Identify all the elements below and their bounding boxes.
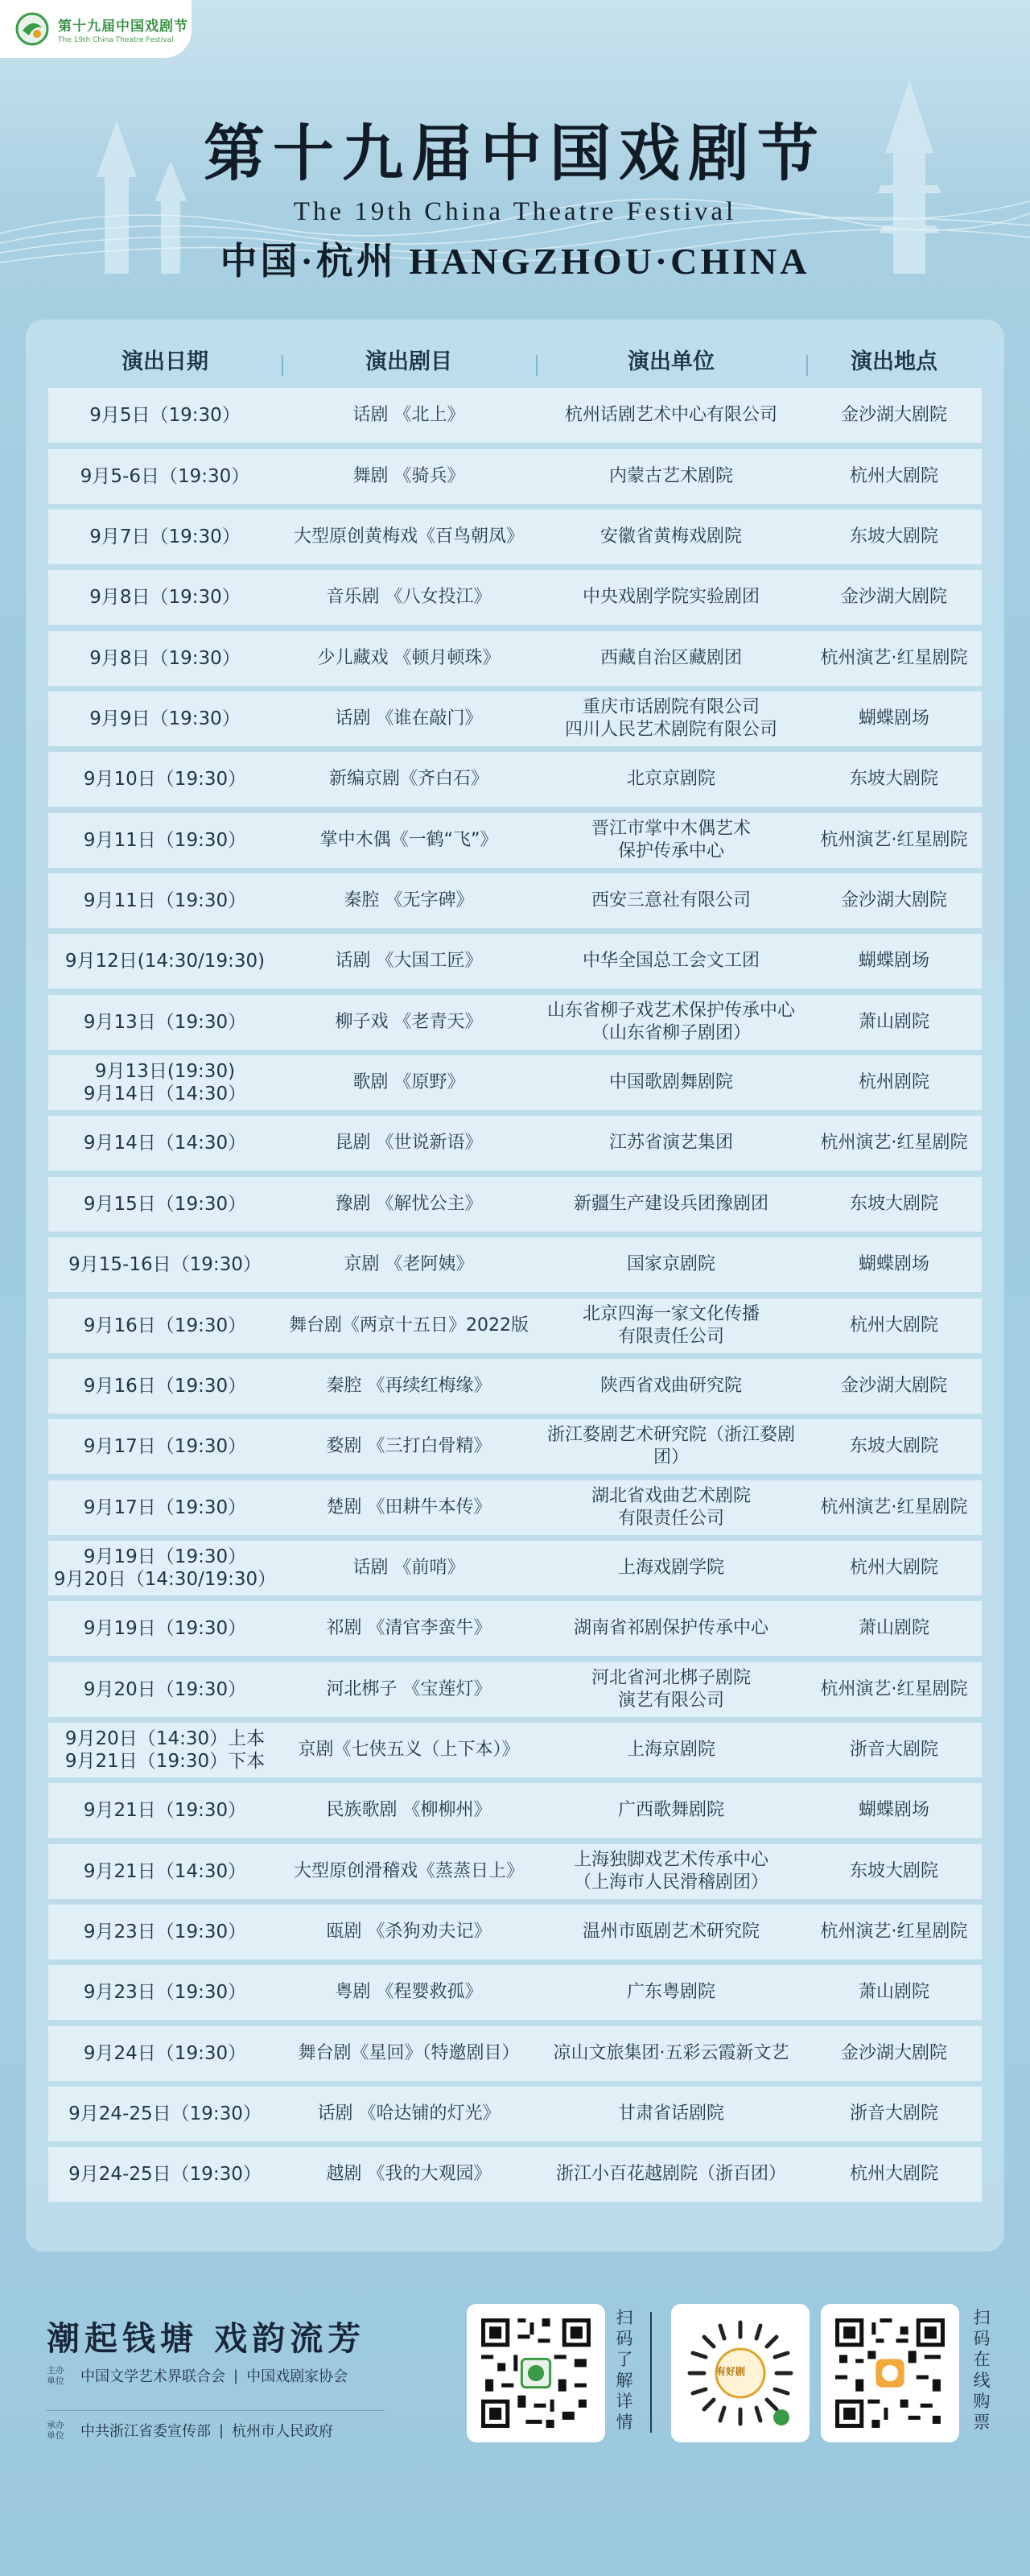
table-row [48,934,982,989]
venue-cell: 杭州大剧院 [849,465,938,486]
company-cell: 陕西省戏曲研究院 [599,1375,742,1396]
venue-cell: 东坡大剧院 [849,526,938,547]
festival-slogan: 潮起钱塘 戏韵流芳 [47,2319,366,2358]
show-cell: 秦腔 《再续红梅缘》 [326,1375,492,1396]
show-cell: 少儿藏戏 《顿月顿珠》 [317,647,501,668]
company-cell: 温州市瓯剧艺术研究院 [582,1921,760,1942]
company-cell: 山东省柳子戏艺术保护传承中心 （山东省柳子剧团） [546,1000,795,1043]
date-cell: 9月16日（19:30） [83,1315,247,1336]
show-cell: 昆剧 《世说新语》 [335,1133,483,1154]
venue-cell: 杭州大剧院 [849,2164,938,2185]
org-separator: | [219,2421,225,2439]
qr-code-details[interactable] [467,2304,605,2442]
table-row [48,570,982,625]
company-cell: 凉山文旅集团·五彩云霞新文艺 [553,2042,789,2063]
executing-organizer-1: 中共浙江省委宣传部 [80,2423,211,2440]
app-badge-label: 有好剧 [716,2366,746,2377]
company-cell: 浙江小百花越剧院（浙百团） [555,2164,786,2185]
venue-cell: 蝴蝶剧场 [858,951,929,972]
date-cell: 9月19日（19:30） 9月20日（14:30/19:30） [53,1546,277,1590]
table-row [48,1905,982,1959]
show-cell: 大型原创滑稽戏《蒸蒸日上》 [293,1860,524,1881]
show-cell: 婺剧 《三打白骨精》 [326,1436,492,1457]
date-cell: 9月7日（19:30） [89,526,241,548]
venue-cell: 浙音大剧院 [849,2103,938,2124]
date-cell: 9月5日（19:30） [89,405,241,427]
schedule-table-header [48,336,982,382]
venue-cell: 金沙湖大剧院 [840,1375,947,1396]
date-cell: 9月15-16日（19:30） [68,1254,262,1276]
table-row [48,1723,982,1777]
venue-cell: 浙音大剧院 [849,1739,938,1760]
show-cell: 话剧 《前哨》 [352,1557,465,1578]
table-row [48,2026,982,2081]
company-cell: 江苏省演艺集团 [608,1133,733,1154]
table-row [48,1844,982,1899]
qr-code-tickets[interactable] [821,2304,959,2442]
venue-cell: 蝴蝶剧场 [858,708,929,729]
table-row [48,691,982,746]
company-cell: 上海独脚戏艺术传承中心 （上海市人民滑稽剧团） [573,1849,768,1893]
table-row [48,1237,982,1292]
company-cell: 杭州话剧艺术中心有限公司 [564,405,777,426]
venue-cell: 金沙湖大剧院 [840,405,947,426]
venue-cell: 东坡大剧院 [849,1193,938,1214]
table-row [48,388,982,443]
festival-location: 中国·杭州 HANGZHOU·CHINA [220,241,810,282]
venue-cell: 杭州演艺·红星剧院 [820,829,968,850]
schedule-table [26,320,1004,2252]
column-header-venue: 演出地点 [806,344,982,375]
show-cell: 瓯剧 《杀狗劝夫记》 [326,1921,492,1942]
show-cell: 音乐剧 《八女投江》 [326,587,492,608]
logo-title-cn: 第十九届中国戏剧节 [58,18,188,35]
company-cell: 西安三意社有限公司 [591,890,751,911]
company-cell: 北京京剧院 [626,769,715,790]
venue-cell: 杭州剧院 [858,1072,929,1093]
company-cell: 甘肃省话剧院 [617,2103,724,2124]
show-cell: 豫剧 《解忧公主》 [335,1193,483,1214]
table-row [48,1116,982,1170]
date-cell: 9月17日（19:30） [83,1436,247,1458]
date-cell: 9月20日（19:30） [83,1678,247,1700]
company-cell: 广西歌舞剧院 [617,1800,724,1821]
company-cell: 上海京剧院 [626,1739,715,1760]
venue-cell: 杭州演艺·红星剧院 [820,1133,968,1154]
date-cell: 9月24-25日（19:30） [68,2103,262,2124]
qr-details-caption: 扫 码 了 解 详 情 [616,2308,633,2432]
date-cell: 9月21日（19:30） [83,1800,247,1822]
show-cell: 舞剧 《骑兵》 [352,465,465,486]
column-header-company: 演出单位 [536,344,806,375]
venue-cell: 杭州大剧院 [849,1557,938,1578]
date-cell: 9月24日（19:30） [83,2042,247,2064]
company-cell: 中华全国总工会文工团 [582,951,760,972]
venue-cell: 东坡大剧院 [849,769,938,790]
schedule-rows [48,388,982,2202]
qr-code-icon [477,2314,595,2432]
date-cell: 9月14日（14:30） [83,1133,247,1154]
show-cell: 京剧《七侠五义（上下本）》 [298,1739,520,1760]
executing-organizer-2: 杭州市人民政府 [232,2423,334,2440]
company-cell: 新疆生产建设兵团豫剧团 [573,1193,768,1214]
company-cell: 浙江婺剧艺术研究院（浙江婺剧团） [546,1425,795,1468]
company-cell: 上海戏剧学院 [617,1557,724,1578]
mini-program-code[interactable] [671,2304,810,2442]
host-tag: 主办 单位 [47,2365,64,2386]
table-row [48,1298,982,1353]
table-row [48,449,982,504]
host-organizers [47,2365,348,2386]
company-cell: 国家京剧院 [626,1254,715,1275]
table-row [48,1177,982,1232]
host-organizer-1: 中国文学艺术界联合会 [80,2368,225,2385]
show-cell: 粤剧 《程婴救孤》 [335,1982,483,2003]
date-cell: 9月20日（14:30）上本 9月21日（19:30）下本 [64,1728,266,1772]
date-cell: 9月11日（19:30） [83,829,247,851]
venue-cell: 杭州演艺·红星剧院 [820,1496,968,1517]
venue-cell: 萧山剧院 [858,1618,929,1639]
table-row [48,510,982,564]
date-cell: 9月15日（19:30） [83,1193,247,1215]
venue-cell: 金沙湖大剧院 [840,890,947,911]
table-row [48,813,982,868]
organizer-tag: 承办 单位 [47,2420,64,2441]
executing-organizers [47,2420,333,2441]
show-cell: 大型原创黄梅戏《百鸟朝凤》 [293,526,524,547]
company-cell: 广东粤剧院 [626,1982,715,2003]
table-row [48,1359,982,1414]
company-cell: 安徽省黄梅戏剧院 [599,526,742,547]
show-cell: 话剧 《哈达铺的灯光》 [317,2103,501,2124]
org-separator: | [233,2367,239,2384]
date-cell: 9月12日(14:30/19:30) [64,951,266,972]
date-cell: 9月10日（19:30） [83,769,247,791]
date-cell: 9月5-6日（19:30） [80,465,250,487]
show-cell: 京剧 《老阿姨》 [344,1254,474,1275]
table-row [48,752,982,807]
table-row [48,2087,982,2141]
show-cell: 话剧 《北上》 [352,405,465,426]
show-cell: 话剧 《谁在敲门》 [335,708,483,729]
company-cell: 晋江市掌中木偶艺术 保护传承中心 [591,818,751,861]
show-cell: 舞台剧《两京十五日》2022版 [289,1315,529,1335]
show-cell: 楚剧 《田耕牛本传》 [326,1496,492,1517]
company-cell: 北京四海一家文化传播 有限责任公司 [582,1303,760,1347]
company-cell: 湖北省戏曲艺术剧院 有限责任公司 [591,1485,751,1529]
table-row [48,1601,982,1656]
table-row [48,1965,982,2020]
table-row [48,1055,982,1110]
date-cell: 9月11日（19:30） [83,890,247,912]
table-row [48,1541,982,1596]
date-cell: 9月13日(19:30) 9月14日（14:30） [83,1061,247,1105]
table-row [48,1662,982,1717]
date-cell: 9月16日（19:30） [83,1375,247,1397]
organizer-divider [47,2410,385,2411]
table-row [48,2147,982,2202]
table-row [48,1783,982,1838]
show-cell: 秦腔 《无字碑》 [344,890,474,911]
company-cell: 中央戏剧学院实验剧团 [582,587,760,608]
company-cell: 内蒙古艺术剧院 [608,465,733,486]
festival-header [0,105,1030,285]
date-cell: 9月23日（19:30） [83,1921,247,1942]
table-row [48,1480,982,1535]
show-cell: 新编京剧《齐白石》 [328,769,488,790]
company-cell: 重庆市话剧院有限公司 四川人民艺术剧院有限公司 [564,697,777,741]
venue-cell: 萧山剧院 [858,1011,929,1032]
show-cell: 河北梆子 《宝莲灯》 [326,1678,492,1699]
table-row [48,873,982,928]
festival-title-cn: 第十九届中国戏剧节 [204,118,826,189]
column-header-show: 演出剧目 [282,344,536,375]
venue-cell: 金沙湖大剧院 [840,2042,947,2063]
venue-cell: 杭州演艺·红星剧院 [820,647,968,668]
show-cell: 歌剧 《原野》 [352,1072,465,1093]
show-cell: 舞台剧《星回》（特邀剧目） [298,2042,520,2063]
logo-title-en: The 19th China Theatre Festival [58,35,174,44]
column-header-date: 演出日期 [122,349,208,374]
venue-cell: 萧山剧院 [858,1982,929,2003]
show-cell: 掌中木偶《一鹤“飞”》 [319,829,498,850]
festival-title-en: The 19th China Theatre Festival [293,197,737,226]
company-cell: 河北省河北梆子剧院 演艺有限公司 [591,1667,751,1711]
show-cell: 柳子戏 《老青天》 [335,1011,483,1032]
show-cell: 民族歌剧 《柳柳州》 [326,1800,492,1821]
company-cell: 湖南省祁剧保护传承中心 [573,1618,768,1639]
venue-cell: 杭州大剧院 [849,1315,938,1335]
venue-cell: 蝴蝶剧场 [858,1254,929,1275]
date-cell: 9月8日（19:30） [89,647,241,669]
venue-cell: 杭州演艺·红星剧院 [820,1921,968,1942]
date-cell: 9月13日（19:30） [83,1011,247,1033]
venue-cell: 蝴蝶剧场 [858,1800,929,1821]
show-cell: 越剧 《我的大观园》 [326,2164,492,2185]
date-cell: 9月19日（19:30） [83,1618,247,1640]
show-cell: 话剧 《大国工匠》 [335,951,483,972]
date-cell: 9月23日（19:30） [83,1982,247,2004]
qr-code-icon [831,2314,949,2432]
table-row [48,631,982,686]
show-cell: 祁剧 《清官李蛮牛》 [326,1618,492,1639]
table-row [48,995,982,1050]
company-cell: 西藏自治区藏剧团 [599,647,742,668]
qr-tickets-caption: 扫 码 在 线 购 票 [973,2308,991,2432]
date-cell: 9月21日（14:30） [83,1860,247,1882]
table-row [48,1419,982,1474]
venue-cell: 金沙湖大剧院 [840,587,947,608]
venue-cell: 东坡大剧院 [849,1436,938,1457]
date-cell: 9月8日（19:30） [89,587,241,609]
host-organizer-2: 中国戏剧家协会 [246,2368,348,2385]
date-cell: 9月9日（19:30） [89,708,241,730]
venue-cell: 东坡大剧院 [849,1860,938,1881]
venue-cell: 杭州演艺·红星剧院 [820,1678,968,1699]
qr-divider [650,2312,652,2433]
date-cell: 9月17日（19:30） [83,1496,247,1518]
company-cell: 中国歌剧舞剧院 [608,1072,733,1093]
date-cell: 9月24-25日（19:30） [68,2164,262,2186]
